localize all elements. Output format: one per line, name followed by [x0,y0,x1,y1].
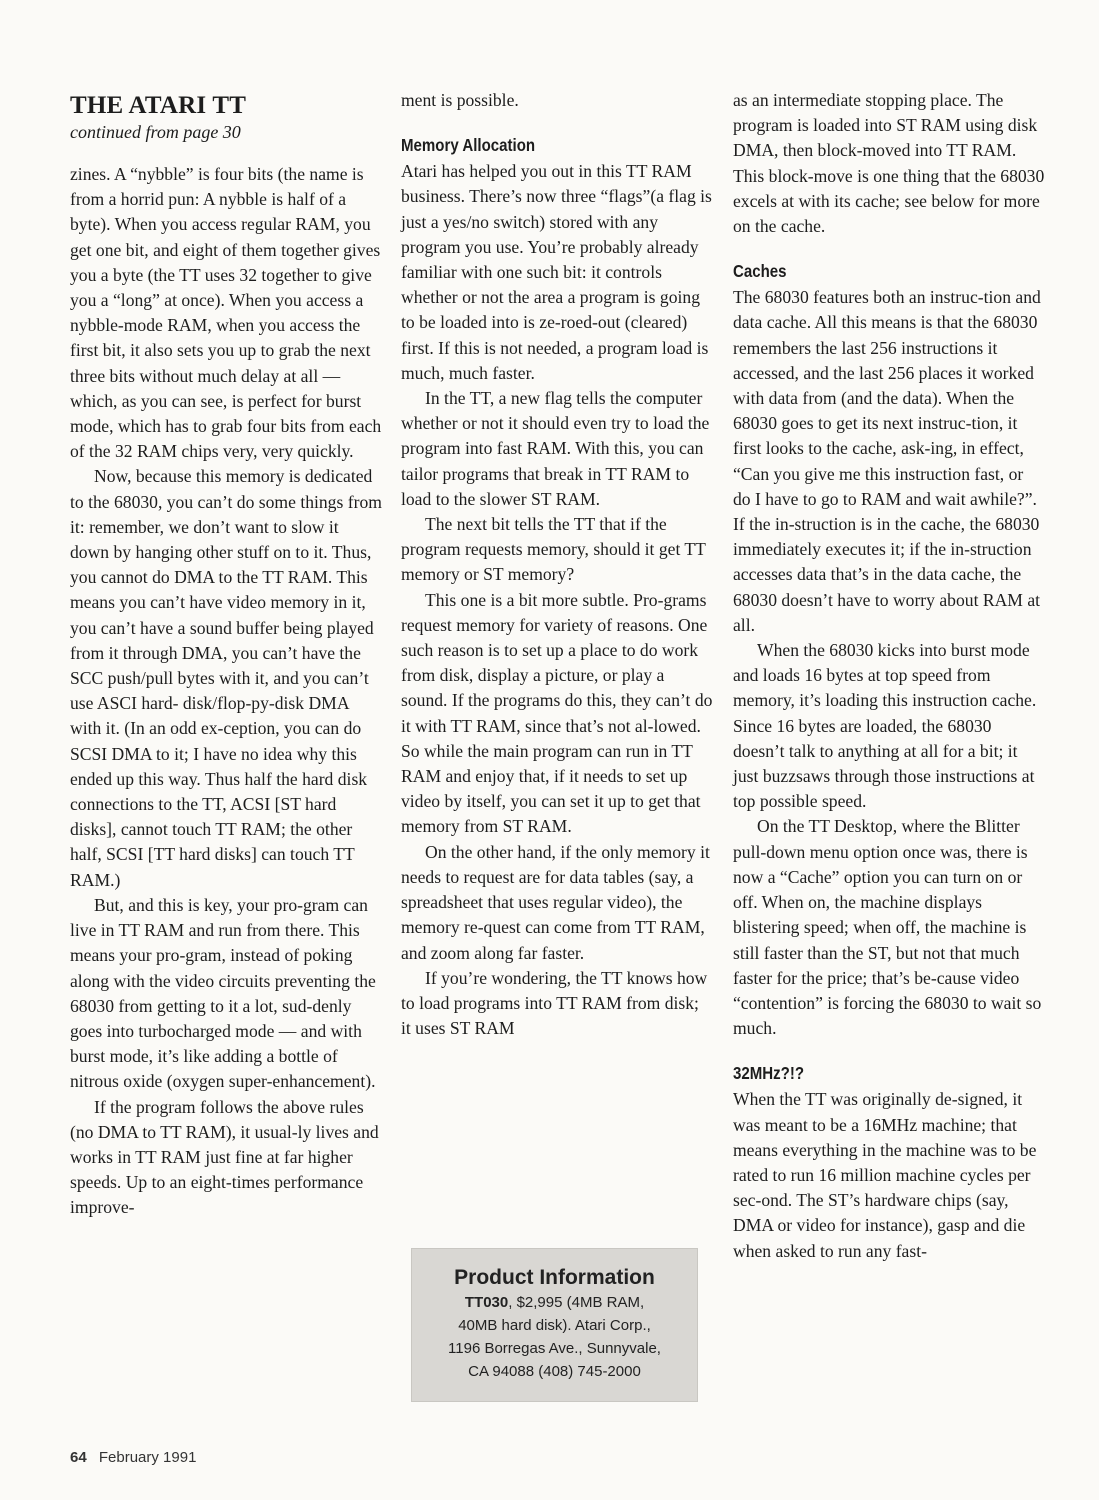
paragraph: The 68030 features both an instruc-tion and data cache. All this means is that the 68030 remembers the last 256 instructions it accessed, and the last 256 places it worked with data from (and the data). When the 68030 goes to get its next instruc-tion, it first looks to the cache, ask-ing, in effect, “Can you give me this instruction fast, or do I have to go to RAM and wait awhile?”. If the in-struction is in the cache, the 68030 immediately executes it; if the in-struction accesses data that’s in the data cache, the 68030 doesn’t have to worry about RAM at all. [733,287,1041,635]
section-heading-caches: Caches [733,261,787,282]
paragraph: zines. A “nybble” is four bits (the name is from a horrid pun: A nybble is half of a byte). When you access regular RAM, you get one bit, and eight of them together gives you a byte (the TT uses 32 together to give you a “long” at once). When you access a nybble-mode RAM, when you access the first bit, it also sets you up to grab the next three bits without much delay at all — which, as you can see, is perfect for burst mode, which has to grab four bits from each of the 32 RAM chips very, very quickly. [70,164,382,462]
page-number: 64 [70,1449,87,1466]
product-info-line-3: 1196 Borregas Ave., Sunnyvale, [448,1340,661,1357]
page-footer [70,1449,196,1466]
product-info-title: Product Information [454,1266,655,1289]
paragraph: If you’re wondering, the TT knows how to load programs into TT RAM from disk; it uses ST RAM [401,967,708,1039]
paragraph: On the other hand, if the only memory it needs to request are for data tables (say, a spreadsheet that uses regular video), the memory re-quest can come from TT RAM, and zoom along far faster. [401,841,710,963]
product-info-line-2: 40MB hard disk). Atari Corp., [458,1317,651,1334]
paragraph: If the program follows the above rules (no DMA to TT RAM), it usual-ly lives and works in TT RAM just fine at far higher speeds. Up to an eight-times performance improve- [70,1096,379,1218]
article-title: THE ATARI TT [70,92,247,119]
section-heading-32mhz: 32MHz?!? [733,1063,805,1084]
paragraph: This one is a bit more subtle. Pro-grams request memory for variety of reasons. One such reason is to set up a place to do work from disk, display a picture, or play a sound. If the programs do this, they can’t do it with TT RAM, since that’s not al-lowed. So while the main program can run in TT RAM and enjoy that, if it needs to set up video by itself, you can set it up to get that memory from ST RAM. [401,589,713,837]
product-price-spec: , $2,995 (4MB RAM, [508,1294,645,1311]
paragraph: When the 68030 kicks into burst mode and loads 16 bytes at top speed from memory, it’s loading this instruction cache. Since 16 bytes are loaded, the 68030 doesn’t talk to anything at all for a bit; it just buzzsaws through those instructions at top possible speed. [733,640,1037,812]
paragraph: In the TT, a new flag tells the computer whether or not it should even try to load the program into fast RAM. With this, you can tailor programs that break in TT RAM to load to the slower ST RAM. [401,388,710,509]
paragraph: Atari has helped you out in this TT RAM business. There’s now three “flags”(a flag is just a yes/no switch) stored with any program you use. You’re probably already familiar with one such bit: it controls whether or not the area a program is going to be loaded into is ze-roed-out (cleared) first. If this is not needed, a program load is much, much faster. [401,161,712,383]
paragraph: On the TT Desktop, where the Blitter pull-down menu option once was, there is now a “Cache” option you can turn on or off. When on, the machine displays blistering speed; when off, the machine is still faster than the ST, but not that much faster for the price; that’s be-cause video “contention” is forcing the 68030 to wait so much. [733,816,1042,1039]
paragraph: Now, because this memory is dedicated to the 68030, you can’t do some things from it: remember, we don’t want to slow it down by hanging other stuff on to it. Thus, you cannot do DMA to the TT RAM. This means you can’t have video memory in it, you can’t have a sound buffer being played from it through DMA, you can’t have the SCC push/pull bytes with it, and you can’t use ASCI hard- disk/flop-py-disk DMA with it. (In an odd ex-ception, you can do SCSI DMA to it; I have no idea why this ended up this way. Thus half the hard disk connections to the TT, ACSI [ST hard disks], cannot touch TT RAM; the other half, SCSI [TT hard disks] can touch TT RAM.) [70,466,382,890]
product-information-box [411,1248,698,1402]
product-name: TT030 [464,1294,509,1311]
paragraph: ment is possible. [401,90,519,110]
section-heading-memory-allocation: Memory Allocation [401,135,536,156]
product-info-line-1 [412,1291,697,1314]
paragraph: The next bit tells the TT that if the program requests memory, should it get TT memory or ST memory? [401,514,706,585]
paragraph: But, and this is key, your pro-gram can live in TT RAM and run from there. This means your pro-gram, instead of poking along with the video circuits preventing the 68030 from getting to it a lot, sud-denly goes into turbocharged mode — and with burst mode, it’s like adding a bottle of nitrous oxide (oxygen super-enhancement). [70,894,376,1092]
product-info-line-4: CA 94088 (408) 745-2000 [468,1363,641,1380]
article-continued-note: continued from page 30 [70,122,241,142]
column-1 [70,92,382,1221]
paragraph: as an intermediate stopping place. The program is loaded into ST RAM using disk DMA, then block-moved into TT RAM. This block-move is one thing that the 68030 excels at with its cache; see below for more on the cache. [733,90,1045,237]
column-3 [733,88,1045,1264]
column-2 [401,88,713,1041]
paragraph: When the TT was originally de-signed, it was meant to be a 16MHz machine; that means everything in the machine was to be rated to run 16 million machine cycles per sec-ond. The ST’s hardware chips (say, DMA or video for instance), gasp and die when asked to run any fast- [733,1089,1037,1261]
issue-date: February 1991 [98,1449,197,1466]
